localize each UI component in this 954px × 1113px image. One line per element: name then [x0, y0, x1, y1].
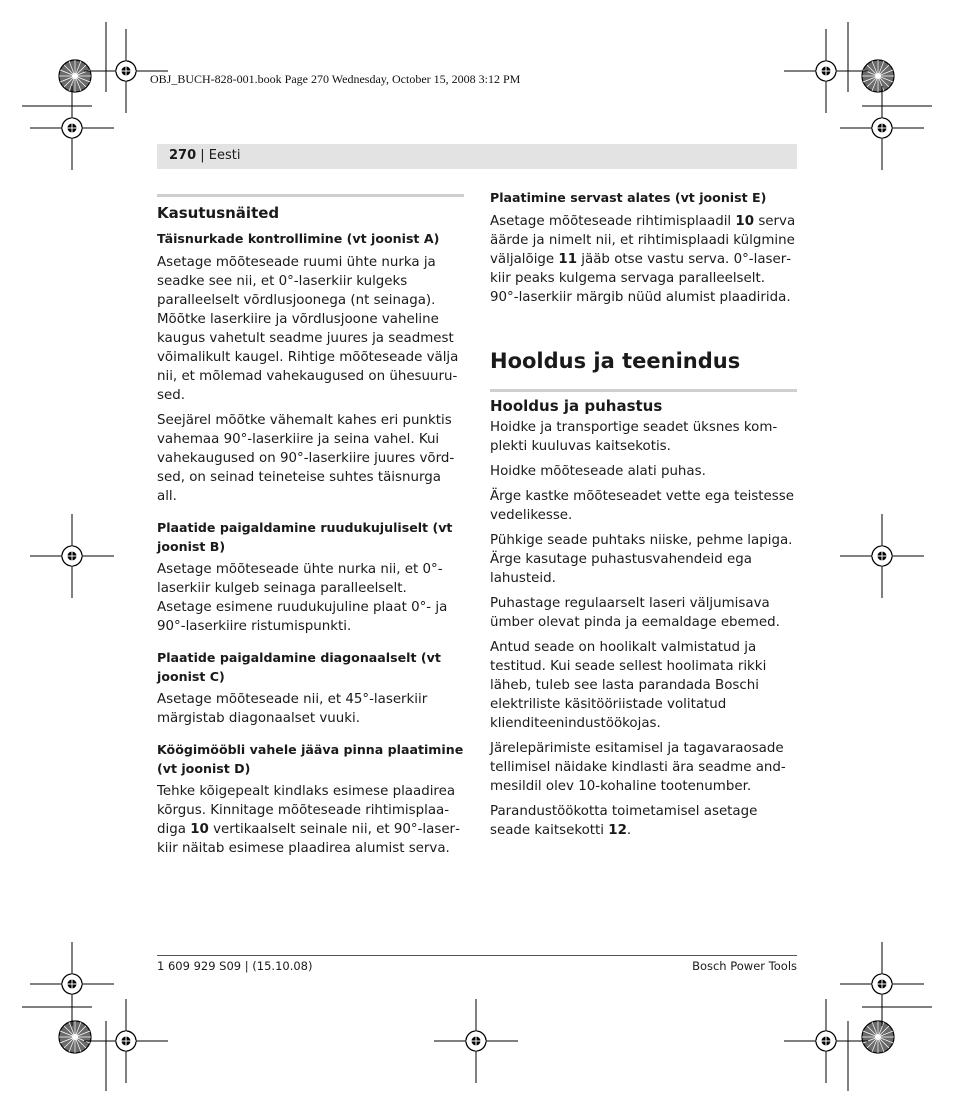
registration-mark-icon [840, 942, 924, 1026]
footer-doc-number: 1 609 929 S09 | (15.10.08) [157, 959, 313, 973]
text-run: jääb otse vastu serva. 0°-laserkiir peaks kulgema servaga paralleelselt. 90°-laserkiir märgib nüüd alumist plaadirida. [490, 252, 792, 305]
reference-number: 11 [558, 252, 578, 267]
subsection-title: Plaatide paigaldamine ruudukujuliselt (vt joonist B) [157, 520, 453, 554]
star-mark-icon [59, 60, 91, 92]
paragraph: Antud seade on hoolikalt valmistatud ja testitud. Kui seade sellest hoolimata rikki läheb, tuleb see lasta parandada Boschi elektriliste käsitööriistade volitatud klienditeenindustöökojas. [490, 640, 767, 731]
paragraph: Ärge kastke mõõteseadet vette ega teistesse vedelikesse. [490, 489, 794, 523]
subsection-title: Köögimööbli vahele jääva pinna plaatimine (vt joonist D) [157, 742, 464, 776]
registration-mark-icon [84, 29, 168, 113]
paragraph: Seejärel mõõtke vähemalt kahes eri punktis vahemaa 90°-laserkiire ja seina vahel. Kui vahekaugused on 90°-laserkiire juures võrdsed, on seinad teineteise suhtes täisnurga all. [157, 413, 455, 504]
paragraph: Järelepärimiste esitamisel ja tagavaraosade tellimisel näidake kindlasti ära seadme andmesildil olev 10-kohaline tootenumber. [490, 741, 786, 794]
paragraph [490, 802, 797, 840]
paragraph: Asetage mõõteseade nii, et 45°-laserkiir märgistab diagonaalset vuuki. [157, 692, 428, 726]
registration-mark-icon [784, 29, 868, 113]
paragraph: Pühkige seade puhtaks niiske, pehme lapiga. Ärge kasutage puhastusvahendeid ega lahusteid. [490, 533, 793, 586]
text-run: . [626, 823, 632, 838]
page-header [157, 144, 797, 169]
paragraph: Asetage mõõteseade ühte nurka nii, et 0°-laserkiir kulgeb seinaga paralleelselt. Asetage esimene ruudukujuline plaat 0°- ja 90°-laserkiire ristumispunkti. [157, 562, 448, 634]
registration-mark-icon [30, 514, 114, 598]
footer-brand: Bosch Power Tools [692, 959, 797, 973]
subsection-title: Täisnurkade kontrollimine (vt joonist A) [157, 231, 440, 246]
chapter-title: Hooldus ja teenindus [490, 349, 741, 373]
paragraph [157, 782, 464, 858]
paragraph: Puhastage regulaarselt laseri väljumisava ümber olevat pinda ja eemaldage ebemed. [490, 596, 780, 630]
left-column [157, 194, 464, 858]
section-rule [157, 194, 464, 197]
subsection-title: Plaatimine servast alates (vt joonist E) [490, 190, 767, 205]
header-separator: | [196, 148, 209, 163]
star-mark-icon [862, 1021, 894, 1053]
paragraph: Asetage mõõteseade ruumi ühte nurka ja seadke see nii, et 0°-laserkiir kulgeks paralleelselt võrdlusjoonega (nt seinaga). Mõõtke laserkiire ja võrdlusjoone vaheline kaugus vahetult seadme juures ja seadmest võimalikult kaugel. Rihtige mõõteseade välja nii, et mõlemad vahekaugused on ühesuurused. [157, 255, 459, 403]
section-title: Kasutusnäited [157, 204, 280, 222]
reference-number: 10 [190, 822, 209, 837]
reference-number: 10 [735, 214, 755, 229]
reference-number: 12 [608, 823, 627, 838]
registration-mark-icon [840, 514, 924, 598]
text-run: serva äärde ja nimelt nii, et rihtimisplaadi külgmine väljalõige [490, 214, 796, 267]
right-column [490, 188, 797, 840]
paragraph: Hoidke ja transportige seadet üksnes komplekti kuuluvas kaitsekotis. [490, 420, 778, 454]
paragraph: Hoidke mõõteseade alati puhas. [490, 464, 706, 479]
star-mark-icon [862, 60, 894, 92]
paragraph [490, 212, 797, 307]
text-run: vertikaalselt seinale nii, et 90°-laserkiir näitab esimese plaadirea alumist serva. [157, 822, 460, 856]
subsection-title: Plaatide paigaldamine diagonaalselt (vt joonist C) [157, 650, 441, 684]
registration-mark-icon [434, 999, 518, 1083]
header-language: Eesti [208, 148, 241, 163]
registration-mark-icon [784, 999, 868, 1083]
text-run: Tehke kõigepealt kindlaks esimese plaadirea kõrgus. Kinnitage mõõteseade rihtimisplaadiga [157, 784, 456, 837]
file-info-line: OBJ_BUCH-828-001.book Page 270 Wednesday, October 15, 2008 3:12 PM [150, 72, 521, 86]
page-number: 270 [169, 148, 197, 163]
registration-mark-icon [84, 999, 168, 1083]
text-run: Parandustöökotta toimetamisel asetage seade kaitsekotti [490, 804, 758, 838]
star-mark-icon [59, 1021, 91, 1053]
footer-rule [157, 955, 797, 956]
registration-mark-icon [30, 942, 114, 1026]
section-title: Hooldus ja puhastus [490, 397, 663, 415]
registration-mark-icon [30, 86, 114, 170]
registration-mark-icon [840, 86, 924, 170]
section-rule [490, 389, 797, 392]
text-run: Asetage mõõteseade rihtimisplaadil [490, 214, 736, 229]
